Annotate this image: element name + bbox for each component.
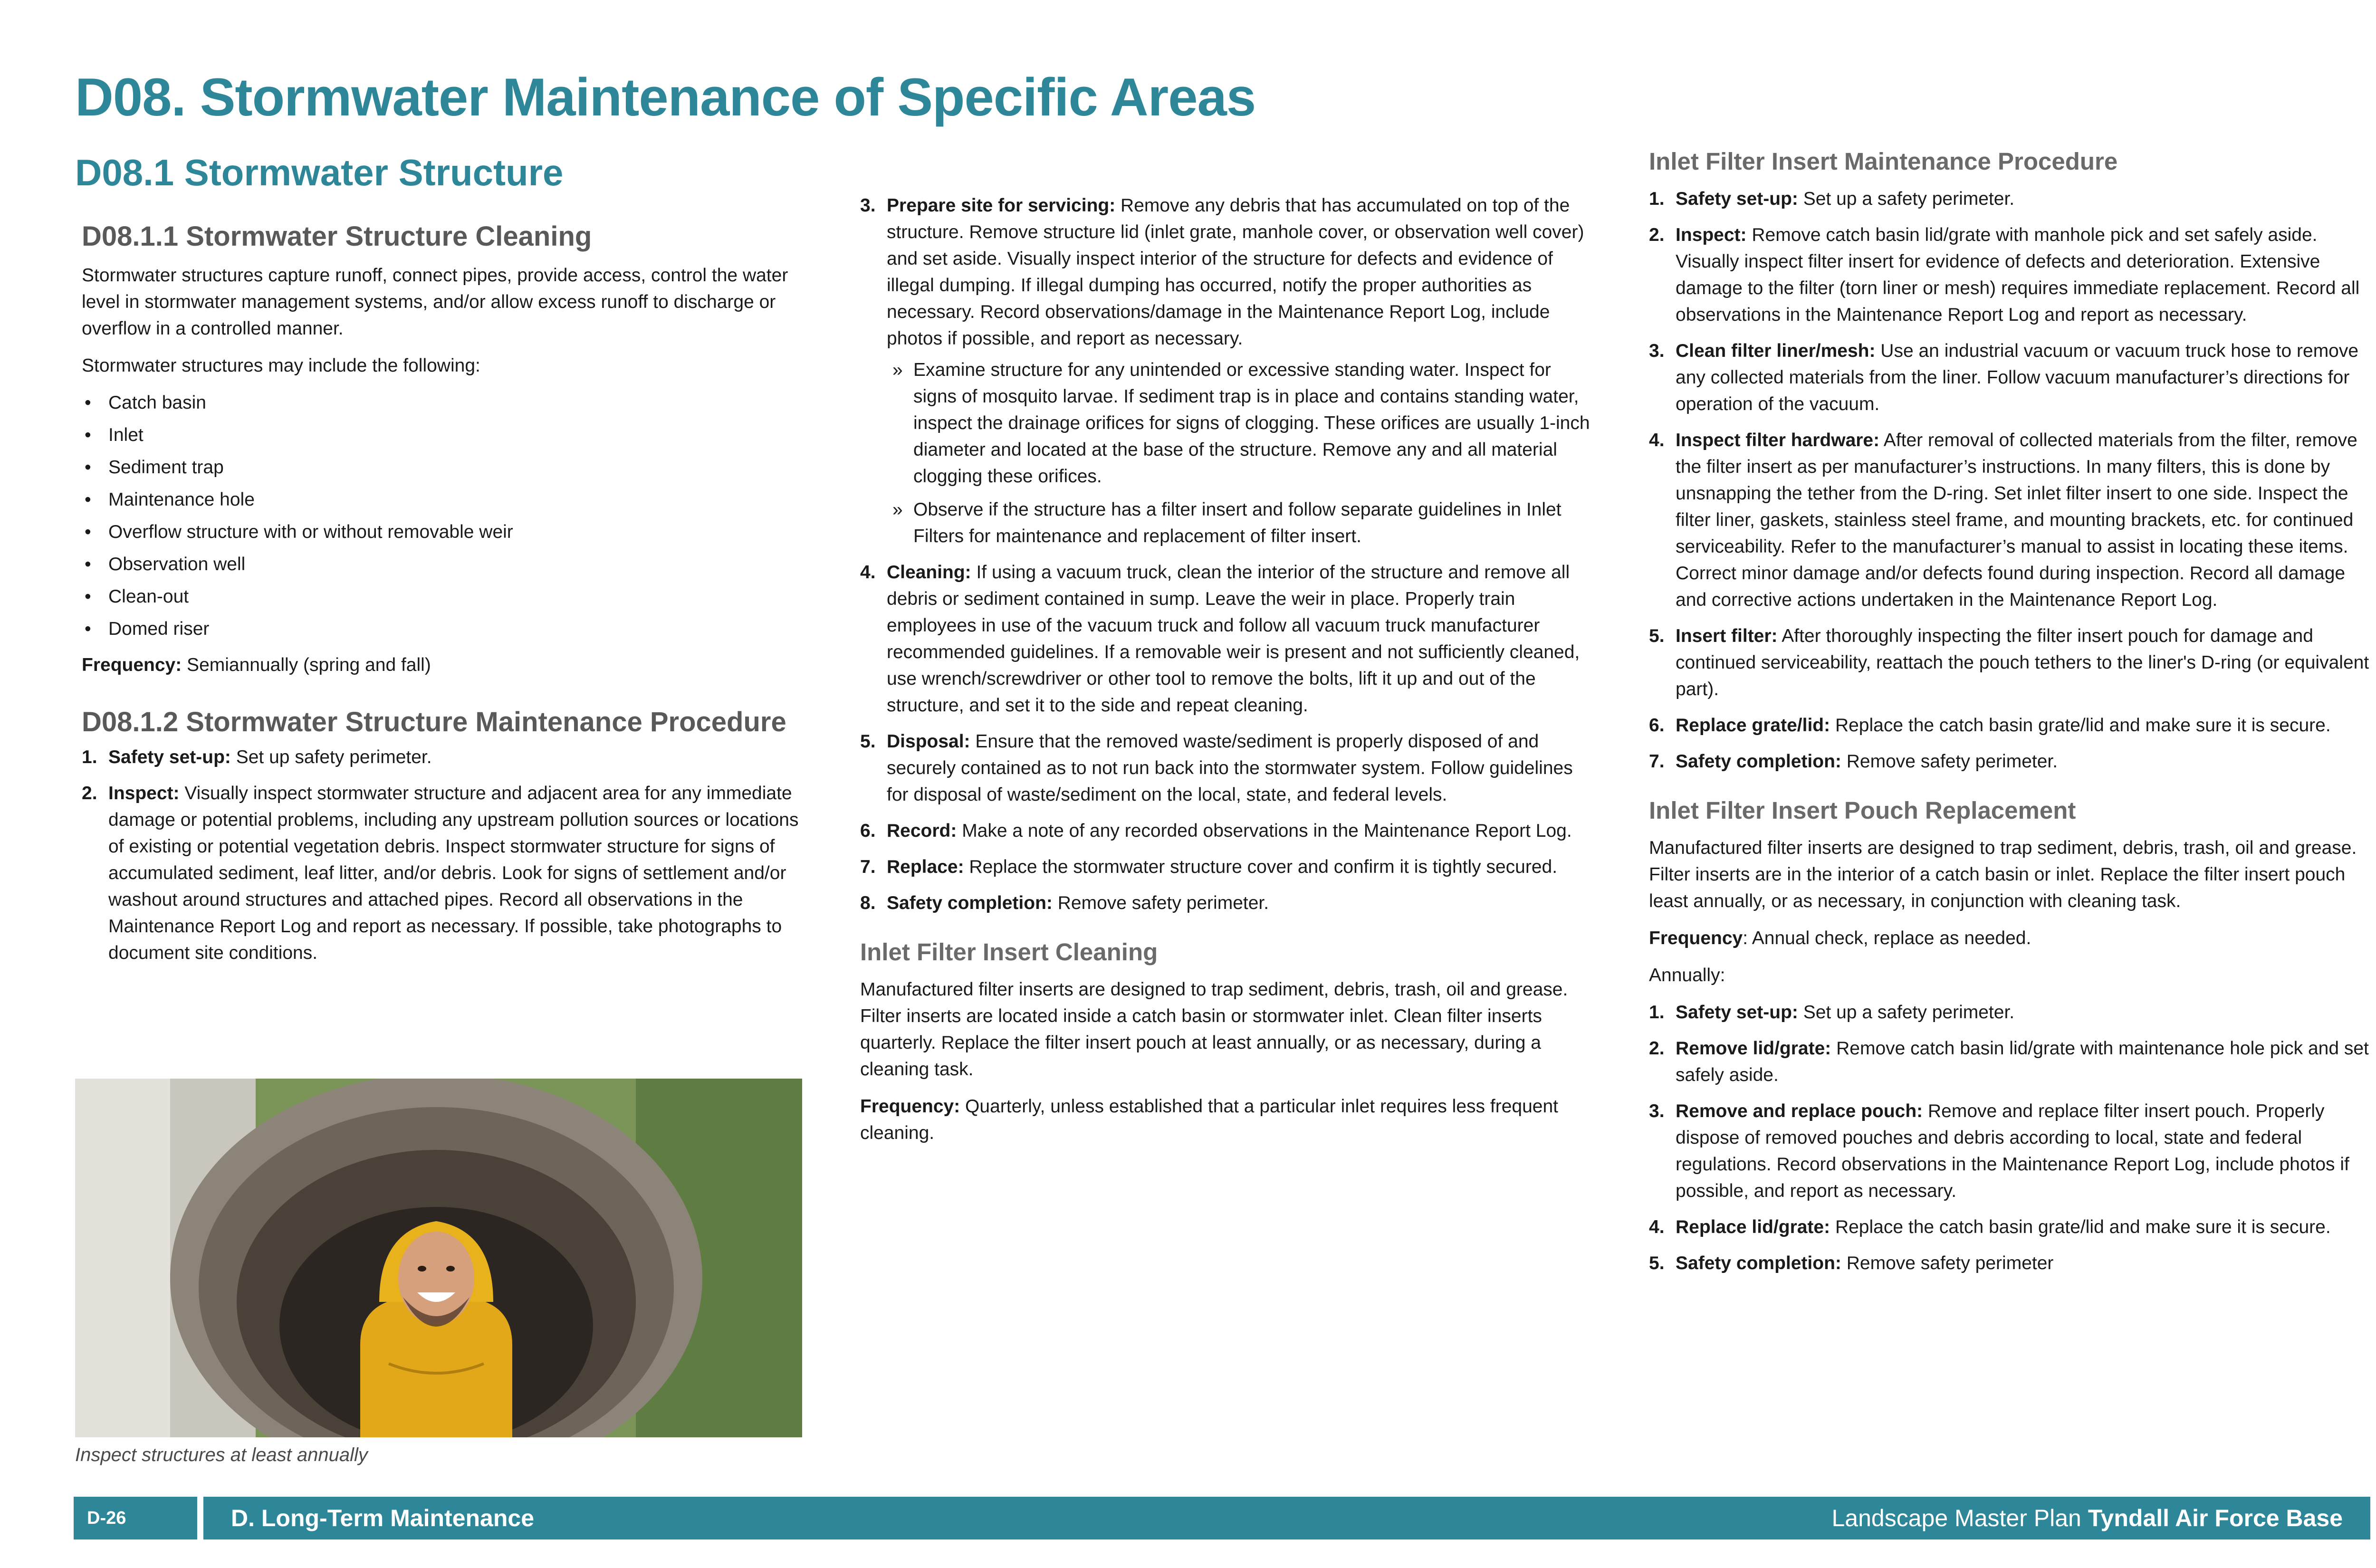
pouch-heading: Inlet Filter Insert Pouch Replacement bbox=[1649, 797, 2076, 824]
cleaning-frequency: Frequency: Semiannually (spring and fall) bbox=[82, 655, 431, 675]
pouch-text: Manufactured filter inserts are designed to trap sediment, debris, trash, oil and grease. Filter inserts are in the interior of a catch basin or inlet. Replace the filter insert pouch least annually, or as necessary, in conjunction with cleaning task. bbox=[1649, 838, 2357, 911]
sub-item: » Observe if the structure has a filter insert and follow separate guidelines in Inlet Filters for maintenance and replacement of filter insert. bbox=[892, 499, 1562, 546]
cleaning-heading: D08.1.1 Stormwater Structure Cleaning bbox=[82, 221, 592, 252]
pouch-frequency: Frequency: Annual check, replace as needed. bbox=[1649, 928, 2031, 948]
list-item: • Domed riser bbox=[85, 619, 210, 639]
procedure-step: 2. Inspect: Visually inspect stormwater structure and adjacent area for any immediate damage or potential problems, including any upstream pollution sources or locations of existing or potential vegetation debris. Inspect stormwater structure for signs of accumulated sediment, leaf litter, and/or debris. Look for signs of settlement and/or washout around structures and attached pipes. Record all observations in the Maintenance Report Log and report as necessary. If possible, take photographs to document site conditions. bbox=[82, 783, 799, 963]
sub-list bbox=[887, 357, 1592, 550]
column-3 bbox=[1649, 145, 2376, 1287]
procedure-step: 2. Remove lid/grate: Remove catch basin lid/grate with maintenance hole pick and set safely aside. bbox=[1649, 1038, 2369, 1085]
photo-caption: Inspect structures at least annually bbox=[75, 1444, 368, 1465]
manhole-photo bbox=[75, 1079, 802, 1437]
pouch-steps bbox=[1649, 999, 2376, 1277]
page-number: D-26 bbox=[74, 1497, 197, 1539]
page-title: D08. Stormwater Maintenance of Specific Areas bbox=[75, 67, 1256, 127]
procedure-step: 4. Replace lid/grate: Replace the catch basin grate/lid and make sure it is secure. bbox=[1649, 1217, 2331, 1237]
footer-document-title: Landscape Master Plan Tyndall Air Force Base bbox=[1831, 1505, 2343, 1531]
procedure-step: 4. Inspect filter hardware: After removal of collected materials from the filter, remove the filter insert as per manufacturer’s instructions. In many filters, this is done by unsnapping the tether from the D-ring. Set inlet filter insert to one side. Inspect the filter liner, gaskets, stainless steel frame, and mounting brackets, etc. for continued serviceability. Refer to the manufacturer’s manual to assist in locating these items. Correct minor damage and/or defects found during inspection. Record all damage and corrective actions undertaken in the Maintenance Report Log. bbox=[1649, 430, 2357, 610]
procedure-step: 3. Clean filter liner/mesh: Use an industrial vacuum or vacuum truck hose to remove any collected materials from the liner. Follow vacuum manufacturer’s directions for operation of the vacuum. bbox=[1649, 341, 2359, 414]
procedure-step: 1. Safety set-up: Set up safety perimeter. bbox=[82, 747, 432, 767]
column-1 bbox=[82, 218, 804, 977]
cleaning-intro: Stormwater structures capture runoff, connect pipes, provide access, control the water level in stormwater management systems, and/or allow excess runoff to discharge or overflow in a controlled manner. bbox=[82, 265, 788, 339]
sub-item: » Examine structure for any unintended or excessive standing water. Inspect for signs of mosquito larvae. If sediment trap is in place and contains standing water, inspect the drainage orifices for signs of clogging. These orifices are usually 1-inch diameter and located at the base of the structure. Remove any and all material clogging these orifices. bbox=[892, 360, 1590, 487]
procedure-step: 6. Replace grate/lid: Replace the catch basin grate/lid and make sure it is secure. bbox=[1649, 715, 2331, 736]
maintenance-steps bbox=[1649, 186, 2376, 775]
list-item: • Observation well bbox=[85, 554, 246, 574]
procedure-step: 7. Replace: Replace the stormwater structure cover and confirm it is tightly secured. bbox=[860, 857, 1558, 877]
list-item: • Catch basin bbox=[85, 392, 206, 413]
procedure-step: 5. Insert filter: After thoroughly inspecting the filter insert pouch for damage and continued serviceability, reattach the pouch tethers to the liner's D-ring (or equivalent part). bbox=[1649, 626, 2369, 699]
filter-cleaning-text: Manufactured filter inserts are designed to trap sediment, debris, trash, oil and grease. Filter inserts are located inside a catch basin or stormwater inlet. Clean filter inserts quarterly. Replace the filter insert pouch at least annually, or as necessary, during a cleaning task. bbox=[860, 979, 1568, 1080]
list-item: • Overflow structure with or without removable weir bbox=[85, 522, 513, 542]
procedure-step: 3. Remove and replace pouch: Remove and replace filter insert pouch. Properly dispose of removed pouches and debris according to local, state and federal regulations. Record observations in the Maintenance Report Log, include photos if possible, and report as necessary. bbox=[1649, 1101, 2349, 1201]
filter-cleaning-frequency: Frequency: Quarterly, unless established that a particular inlet requires less frequent cleaning. bbox=[860, 1096, 1558, 1143]
annually-label: Annually: bbox=[1649, 965, 1725, 985]
procedure-step: 5. Safety completion: Remove safety perimeter bbox=[1649, 1253, 2054, 1273]
list-item: • Sediment trap bbox=[85, 457, 224, 478]
procedure-step: 5. Disposal: Ensure that the removed waste/sediment is properly disposed of and securely contained as to not run back into the stormwater system. Follow guidelines for disposal of waste/sediment on the local, state, and federal levels. bbox=[860, 731, 1573, 805]
procedure-step: 1. Safety set-up: Set up a safety perimeter. bbox=[1649, 1002, 2015, 1023]
footer-bar bbox=[203, 1497, 2370, 1539]
procedure-step: 7. Safety completion: Remove safety perimeter. bbox=[1649, 751, 2058, 772]
procedure-step: 1. Safety set-up: Set up a safety perimeter. bbox=[1649, 189, 2015, 209]
procedure-step: 8. Safety completion: Remove safety perimeter. bbox=[860, 893, 1269, 913]
procedure-step: 3. Prepare site for servicing: Remove any debris that has accumulated on top of the structure. Remove structure lid (inlet grate, manhole cover, or observation well cover) and set aside. Visually inspect interior of the structure for defects and evidence of illegal dumping. If illegal dumping has occurred, notify the proper authorities as necessary. Record observations/damage in the Maintenance Report Log, include photos if possible, and report as necessary. » Examine structure for any unintended or excessive standing water. Inspect for signs of mosquito larvae. If sediment trap is in place and contains standing water, inspect the drainage orifices for signs of clogging. These orifices are usually 1-inch diameter and located at the base of the structure. Remove any and all material clogging these orifices. » Observe if the structure has a filter insert and follow separate guidelines in Inlet Filters for maintenance and replacement of filter insert. bbox=[860, 192, 1592, 550]
list-item: • Maintenance hole bbox=[85, 489, 255, 510]
footer-section-title: D. Long-Term Maintenance bbox=[231, 1505, 535, 1531]
procedure-step: 2. Inspect: Remove catch basin lid/grate with manhole pick and set safely aside. Visually inspect filter insert for evidence of defects and deterioration. Extensive damage to the filter (torn liner or mesh) requires immediate replacement. Record all observations in the Maintenance Report Log and report as necessary. bbox=[1649, 225, 2360, 325]
procedure-step: 6. Record: Make a note of any recorded observations in the Maintenance Report Log. bbox=[860, 821, 1572, 841]
maintenance-heading: Inlet Filter Insert Maintenance Procedure bbox=[1649, 148, 2118, 175]
filter-cleaning-heading: Inlet Filter Insert Cleaning bbox=[860, 938, 1158, 966]
structures-lead: Stormwater structures may include the following: bbox=[82, 355, 480, 376]
procedure-steps bbox=[82, 744, 804, 966]
list-item: • Inlet bbox=[85, 425, 144, 445]
structure-list bbox=[82, 390, 804, 642]
column-2 bbox=[860, 192, 1592, 1157]
list-item: • Clean-out bbox=[85, 586, 189, 607]
procedure-steps-continued bbox=[860, 192, 1592, 917]
section-title: D08.1 Stormwater Structure bbox=[75, 152, 564, 193]
procedure-step: 4. Cleaning: If using a vacuum truck, clean the interior of the structure and remove all debris or sediment contained in sump. Leave the weir in place. Properly train employees in use of the vacuum truck and follow all vacuum truck manufacturer recommended guidelines. If a removable weir is present and not sufficiently cleaned, use wrench/screwdriver or other tool to remove the bolts, lift it up and out of the structure, and set it to the side and repeat cleaning. bbox=[860, 562, 1580, 716]
procedure-heading: D08.1.2 Stormwater Structure Maintenance Procedure bbox=[82, 707, 786, 737]
